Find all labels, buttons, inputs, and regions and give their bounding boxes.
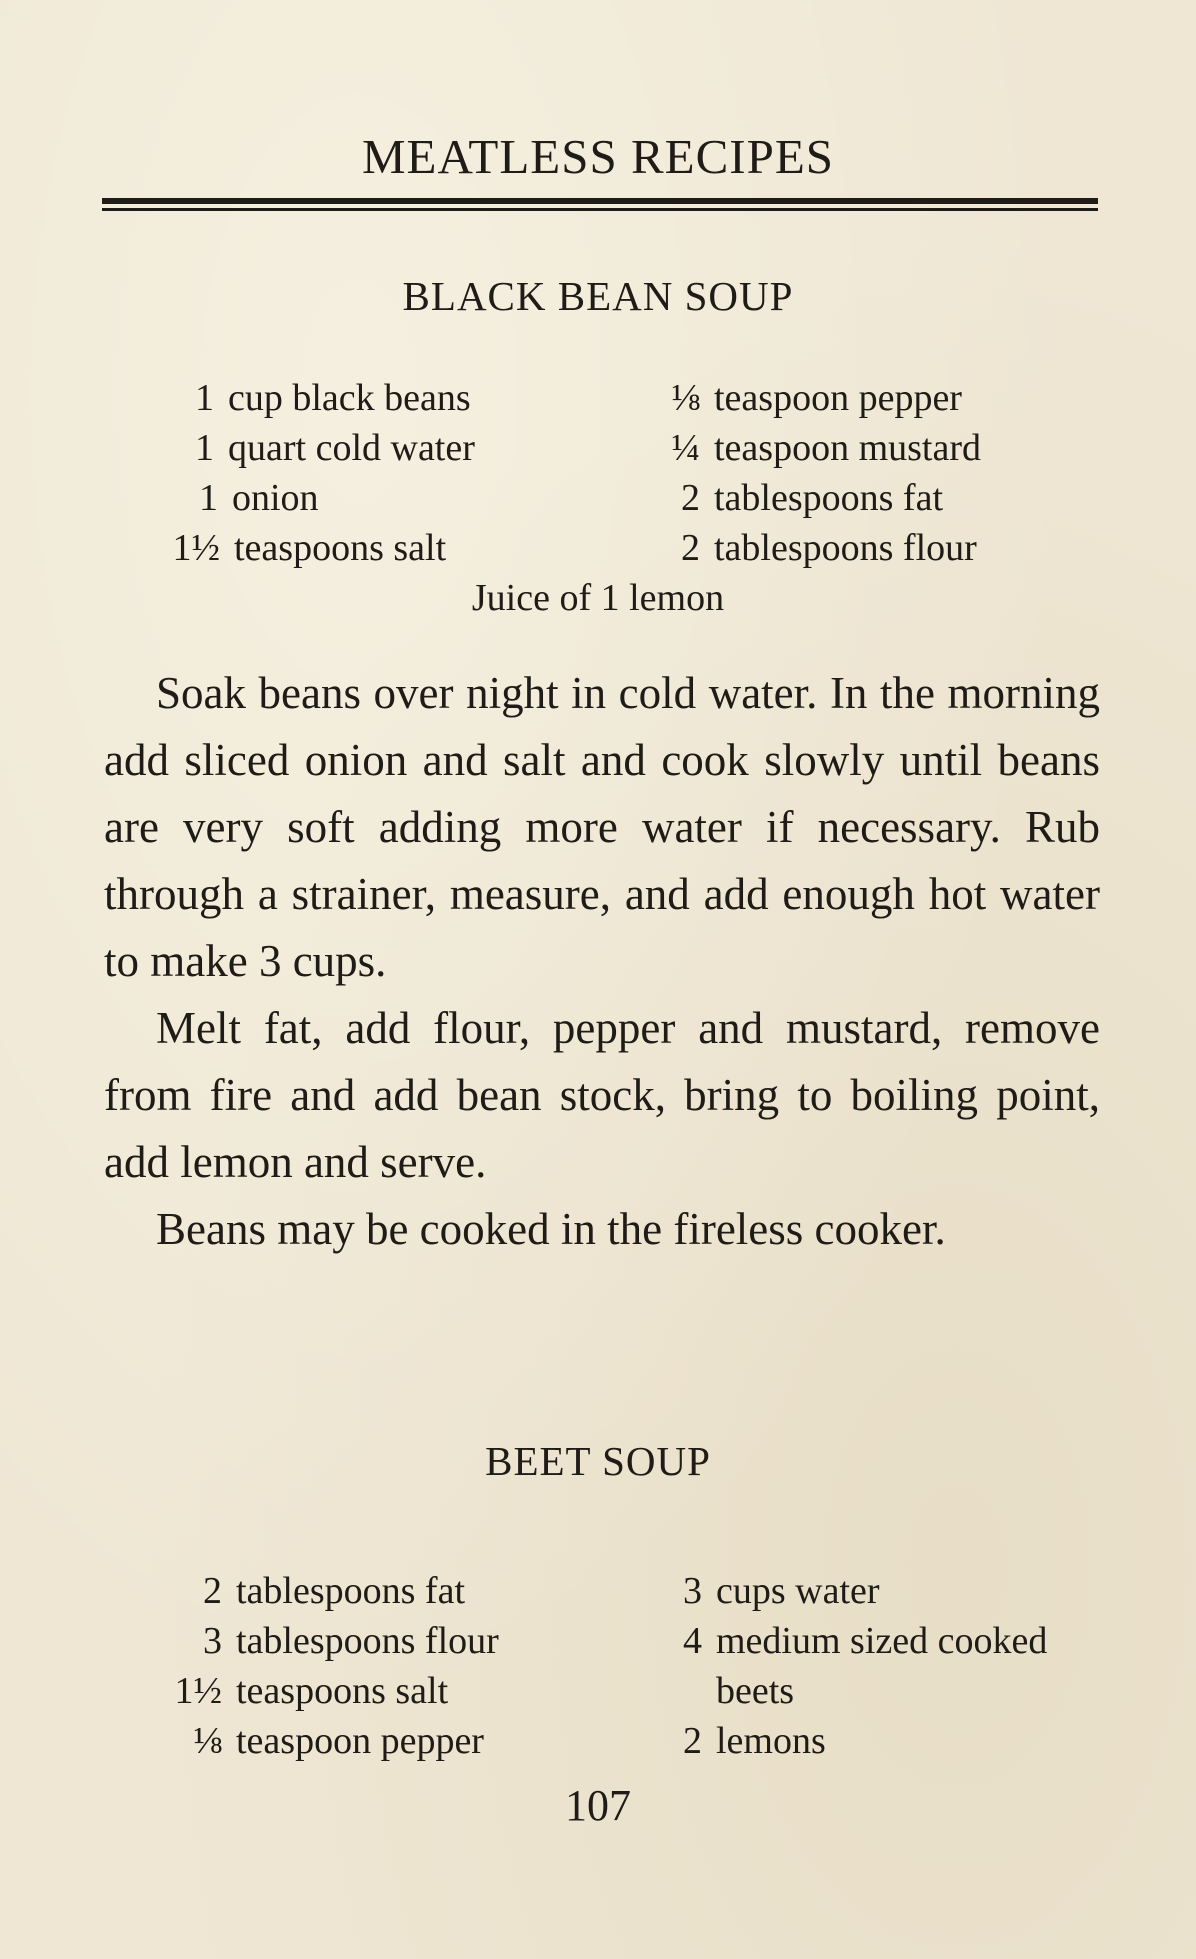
ingredient-left-4 bbox=[172, 523, 447, 573]
ingredient-qty: 2 bbox=[203, 1570, 222, 1612]
double-rule bbox=[102, 198, 1098, 212]
ingredient-qty: 2 bbox=[681, 527, 700, 569]
page-number: 107 bbox=[565, 1781, 631, 1830]
ingredient-item: medium sized cooked bbox=[716, 1620, 1048, 1662]
ingredient-qty: 1½ bbox=[174, 1670, 222, 1712]
ingredient-item: tablespoons fat bbox=[236, 1570, 466, 1612]
ingredient-qty: ¼ bbox=[671, 427, 700, 469]
ingredient-item: quart cold water bbox=[228, 427, 475, 469]
ingredient-left-2 bbox=[195, 423, 475, 473]
ingredient-qty: 1 bbox=[199, 477, 218, 519]
ingredient-item: onion bbox=[232, 477, 319, 519]
ingredient-qty: 2 bbox=[683, 1720, 702, 1762]
ingredient-qty: 1 bbox=[195, 427, 214, 469]
ingredient-right-3 bbox=[681, 473, 944, 523]
ingredient-item: teaspoon pepper bbox=[236, 1720, 484, 1762]
ingredient-right-4 bbox=[681, 523, 977, 573]
ingredient-right-1 bbox=[671, 373, 962, 423]
ingredient-left-3 bbox=[174, 1666, 449, 1716]
ingredient-right-2 bbox=[671, 423, 982, 473]
ingredient-qty: 3 bbox=[203, 1620, 222, 1662]
ingredient-center-line: Juice of 1 lemon bbox=[471, 577, 725, 619]
ingredient-item: tablespoons fat bbox=[714, 477, 944, 519]
rule-thick-line bbox=[102, 198, 1098, 204]
ingredient-left-4 bbox=[193, 1716, 484, 1766]
paragraph: Beans may be cooked in the fireless cooker. bbox=[156, 1204, 946, 1254]
ingredient-item: teaspoons salt bbox=[236, 1670, 449, 1712]
ingredient-right-2 bbox=[683, 1616, 1048, 1666]
ingredient-left-3 bbox=[199, 473, 319, 523]
ingredient-qty: 1½ bbox=[172, 527, 220, 569]
ingredient-item: lemons bbox=[716, 1720, 826, 1762]
ingredient-item: cup black beans bbox=[228, 377, 471, 419]
ingredient-right-4 bbox=[683, 1716, 826, 1766]
ingredient-item: teaspoon mustard bbox=[714, 427, 982, 469]
ingredient-qty: 1 bbox=[195, 377, 214, 419]
rule-thin-line bbox=[102, 208, 1098, 211]
ingredient-left-1 bbox=[195, 373, 471, 423]
running-head: MEATLESS RECIPES bbox=[361, 129, 835, 184]
ingredient-qty: 3 bbox=[683, 1570, 702, 1612]
ingredient-right-3 bbox=[716, 1666, 794, 1716]
ingredient-qty: ⅛ bbox=[193, 1720, 222, 1762]
ingredient-item: cups water bbox=[716, 1570, 880, 1612]
recipe-title-black-bean-soup: BLACK BEAN SOUP bbox=[402, 273, 794, 319]
recipe-title-beet-soup: BEET SOUP bbox=[485, 1438, 711, 1484]
ingredient-item: tablespoons flour bbox=[714, 527, 977, 569]
ingredient-qty: 2 bbox=[681, 477, 700, 519]
recipe-directions bbox=[104, 660, 1100, 1263]
ingredient-left-2 bbox=[203, 1616, 499, 1666]
ingredient-item: teaspoons salt bbox=[234, 527, 447, 569]
ingredient-item: tablespoons flour bbox=[236, 1620, 499, 1662]
ingredient-right-1 bbox=[683, 1566, 880, 1616]
ingredient-item: beets bbox=[716, 1670, 795, 1712]
ingredient-qty: 4 bbox=[683, 1620, 702, 1662]
paragraph: Soak beans over night in cold water. In the morning add sliced onion and salt and cook slowly until beans are very soft adding more water if necessary. Rub through a strainer, measure, and add enough hot water to make 3 cups. bbox=[104, 668, 1100, 986]
paragraph: Melt fat, add flour, pepper and mustard, remove from fire and add bean stock, bring to boiling point, add lemon and serve. bbox=[104, 1003, 1100, 1187]
ingredient-qty: ⅛ bbox=[671, 377, 700, 419]
ingredient-item: teaspoon pepper bbox=[714, 377, 962, 419]
ingredient-left-1 bbox=[203, 1566, 466, 1616]
